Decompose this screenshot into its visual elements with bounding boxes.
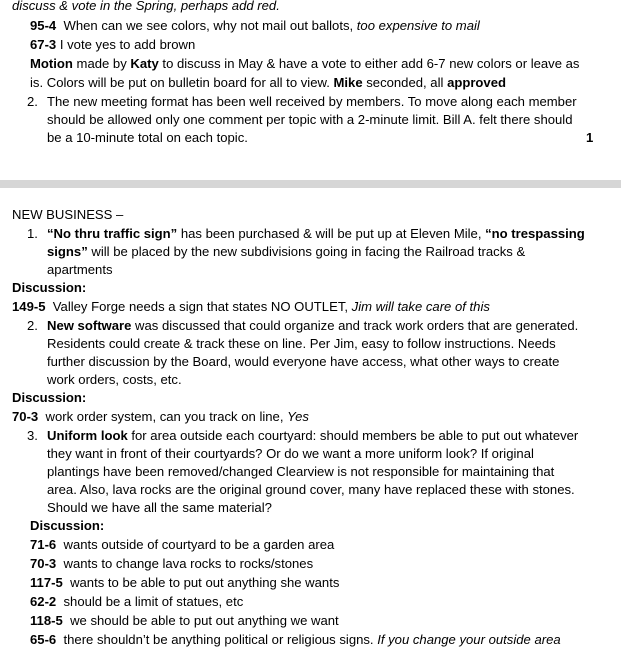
- motion-line-1: Motion made by Katy to discuss in May & have a vote to either add 6-7 new colors or leave as: [30, 56, 580, 71]
- item-3-line-1: 3. Uniform look for area outside each courtyard: should members be able to put out whatever: [27, 428, 579, 443]
- item-2-line-3: further discussion by the Board, would everyone have access, what other ways to create: [47, 354, 560, 369]
- member-id: 71-6: [30, 537, 57, 552]
- comment-row: 118-5 we should be able to put out anything we want: [30, 613, 339, 628]
- item-3-line-2: they want in front of their courtyards? Or do we want a more uniform look? If original: [47, 446, 534, 461]
- page-2: [0, 188, 621, 647]
- item-1-line-2: signs” will be placed by the new subdivisions going in facing the Railroad tracks &: [47, 244, 526, 259]
- comment-149-5: 149-5 Valley Forge needs a sign that states NO OUTLET, Jim will take care of this: [12, 299, 490, 314]
- motion-line-2: is. Colors will be put on bulletin board for all to view. Mike seconded, all approved: [30, 75, 506, 90]
- member-id: 70-3: [12, 409, 39, 424]
- item-2-line-2: Residents could create & track these on line. Per Jim, easy to follow instructions. Needs: [47, 336, 556, 351]
- item-3-line-4: area. Also, lava rocks are the original ground cover, many have replaced these with stones.: [47, 482, 575, 497]
- discussion-label: Discussion:: [30, 518, 105, 533]
- discussion-label: Discussion:: [12, 390, 87, 405]
- member-id: 117-5: [30, 575, 63, 590]
- member-id: 70-3: [30, 556, 57, 571]
- member-id: 118-5: [30, 613, 63, 628]
- member-id: 62-2: [30, 594, 57, 609]
- item-2-line-1: 2. New software was discussed that could organize and track work orders that are generated.: [27, 318, 579, 333]
- comment-row: 70-3 wants to change lava rocks to rocks/stones: [30, 556, 314, 571]
- page-divider: [0, 180, 621, 188]
- item-2-line-2: should be allowed only one comment per topic with a 2-minute limit. Bill A. felt there should: [47, 112, 573, 127]
- member-id: 149-5: [12, 299, 46, 314]
- item-3-line-5: Should we have all the same material?: [47, 500, 272, 515]
- comment-95-4: 95-4 When can we see colors, why not mail out ballots, too expensive to mail: [30, 18, 480, 33]
- comment-row: 71-6 wants outside of courtyard to be a garden area: [30, 537, 335, 552]
- discussion-label: Discussion:: [12, 280, 87, 295]
- member-id: 65-6: [30, 632, 57, 647]
- item-2-line-3: be a 10-minute total on each topic.: [47, 130, 248, 145]
- section-heading: NEW BUSINESS –: [12, 207, 124, 222]
- page-number: 1: [586, 130, 594, 145]
- member-id: 95-4: [30, 18, 57, 33]
- comment-67-3: 67-3 I vote yes to add brown: [30, 37, 196, 52]
- item-2-line-1: 2. The new meeting format has been well received by members. To move along each member: [27, 94, 577, 109]
- continued-line: discuss & vote in the Spring, perhaps add red.: [12, 0, 280, 13]
- comment-row: 62-2 should be a limit of statues, etc: [30, 594, 244, 609]
- item-3-line-3: plantings have been removed/changed Clearview is not responsible for maintaining that: [47, 464, 555, 479]
- item-1-line-1: 1. “No thru traffic sign” has been purchased & will be put up at Eleven Mile, “no trespassing: [27, 226, 585, 241]
- member-id: 67-3: [30, 37, 57, 52]
- comment-row: 65-6 there shouldn’t be anything political or religious signs. If you change your outside area: [30, 632, 561, 647]
- item-2-line-4: work orders, costs, etc.: [47, 372, 182, 387]
- item-1-line-3: apartments: [47, 262, 113, 277]
- comment-70-3: 70-3 work order system, can you track on line, Yes: [12, 409, 309, 424]
- comment-row: 117-5 wants to be able to put out anything she wants: [30, 575, 340, 590]
- page-1: [0, 0, 621, 152]
